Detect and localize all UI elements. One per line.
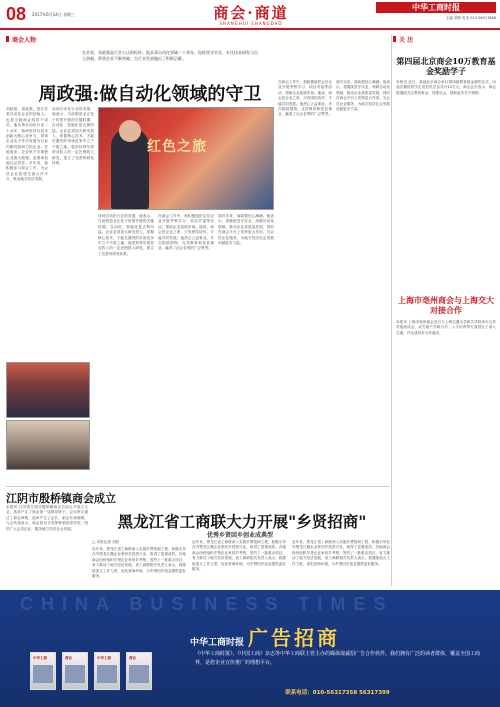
channel-title: 商会·商道 — [213, 4, 289, 22]
article-col-2: 谈到自动化行业的发展，他表示，当前制造业正处于转型升级的关键时期，自动化、智能化是大势所趋。企业必须加大研发投入，掌握核心技术，才能在激烈的市场竞争中立于不败之地。他坚持每年将营业收入的一定比例投入研发，建立了完善的研发体系。 — [52, 107, 94, 166]
banner-text: 《中华工商时报》、《中国工商》杂志等中华工商联主管主办的媒体现诚招广告合作伙伴。我们拥有广泛的读者群体，覆盖全国工商界，是您企业宣传推广的理想平台。 — [195, 651, 481, 666]
magazine-cover-4 — [126, 652, 152, 690]
page-header — [0, 0, 500, 30]
article-lead: 在业界，刘政强是行业公认的标杆。他从事自动化领域二十余年，始终坚守实业，专注技术研发与自主创新，带领企业不断突破，为行业发展做出了积极贡献。 — [82, 50, 258, 61]
event-photo-2 — [6, 420, 90, 470]
magazine-cover-1 — [30, 652, 56, 690]
main-headline[interactable]: 周政强:做自动化领域的守卫 — [38, 84, 262, 105]
magazine-image — [65, 665, 85, 683]
second-article-col-3: 近年来，黑龙江省工商联深入实施乡贤招商工程，积极引导在外黑龙江籍企业家回乡投资兴业，取得了显著成效。各地商会纷纷组织乡贤企业家回乡考察，签约了一批重点项目，有力推动了地方经济发展。省工商联相关负责人表示，将继续加大工作力度，优化营商环境，为乡贤回乡创业提供更好服务。 — [292, 540, 390, 566]
magazine-title: 商会 — [129, 656, 136, 660]
right-column — [393, 35, 497, 44]
article-col-3: 在商会工作中，他积极组织会员企业开展考察学习、项目对接等活动，帮助企业拓展市场。他说，商会是企业之家，只有团结协作，才能共同发展。他热心公益事业，多次捐款捐物，支持教育和扶贫事业，赢得了社会各界的广泛赞誉。 — [278, 80, 332, 117]
magazine-image — [33, 665, 53, 683]
second-subheadline: 优秀乡贤回乡创业成典型 — [206, 532, 273, 539]
second-article-col-2: 近年来，黑龙江省工商联深入实施乡贤招商工程，积极引导在外黑龙江籍企业家回乡投资兴业，取得了显著成效。各地商会纷纷组织乡贤企业家回乡考察，签约了一批重点项目，有力推动了地方经济发展。省工商联相关负责人表示，将继续加大工作力度，优化营商环境，为乡贤回乡创业提供更好服务。 — [192, 540, 286, 572]
section-label-right: 关 注 — [393, 35, 497, 44]
header-info: 主编 胡萍 电话 010-56317888 — [445, 16, 496, 20]
banner-title — [115, 622, 415, 651]
event-photo-1 — [6, 362, 90, 418]
article-col-7: 面对未来，周政强信心满满。他表示，将继续坚守实业，深耕自动化领域，推动企业高质量发展，同时在商会平台上发挥更大作用，为会员企业服务，为地方经济社会发展贡献更多力量。 — [218, 214, 274, 246]
feature-photo — [98, 107, 274, 210]
channel-subtitle: SHANGHUI·SHANGDAO — [219, 21, 283, 26]
right-headline[interactable]: 第四届北京商会10万教育基金奖励学子 — [396, 56, 496, 76]
magazine-title: 中华工商 — [33, 656, 47, 660]
left-bottom-article: 本报讯 江苏省江阴市殷桥镇商会日前召开成立大会，选举产生了商会第一届领导班子。会议审议通过了商会章程，选举产生了会长、副会长和理事。与会代表表示，商会将充分发挥桥梁纽带作用，团结广大会员企业，服务地方经济社会发展。 — [6, 505, 88, 531]
magazine-image — [97, 665, 117, 683]
magazine-cover-3 — [94, 652, 120, 690]
banner-watermark: CHINA BUSINESS TIMES — [20, 594, 394, 614]
issue-date: 2017年6月14日 星期三 — [32, 12, 76, 17]
magazine-title: 中华工商 — [97, 656, 111, 660]
second-byline: □ 本报记者 刘欣 — [92, 540, 120, 544]
banner-contact[interactable]: 联系电话：010-56317358 56317399 — [285, 690, 390, 696]
masthead-logo: 中华工商时报 — [376, 2, 496, 13]
ad-banner[interactable] — [0, 590, 500, 707]
second-article-col-1: 近年来，黑龙江省工商联深入实施乡贤招商工程，积极引导在外黑龙江籍企业家回乡投资兴业，取得了显著成效。各地商会纷纷组织乡贤企业家回乡考察，签约了一批重点项目，有力推动了地方经济发展。省工商联相关负责人表示，将继续加大工作力度，优化营商环境，为乡贤回乡创业提供更好服务。 — [92, 547, 186, 579]
photo-caption-text: 红色之旅 — [147, 139, 207, 155]
right-column-divider — [391, 34, 392, 586]
second-headline[interactable]: 黑龙江省工商联大力开展"乡贤招商" — [117, 512, 367, 531]
magazine-title: 商会 — [65, 656, 72, 660]
banner-title-prefix: 中华工商时报 — [189, 638, 244, 648]
section-label-left: 商会人物 — [6, 35, 36, 44]
article-col-1: 刘政强，周政强，是江苏某自动化企业的创始人，也是当地商会的骨干成员。他从事自动化行业二十余年，始终坚持以技术创新为核心竞争力，带领企业从小作坊发展为行业内颇具影响力的企业。在他看来，企业家不仅要把企业做大做强，更要承担起社会责任。多年来，他积极参与商会工作，为会员企业搭建交流合作平台，推动地方经济发展。 — [6, 107, 48, 182]
right-headline-2[interactable]: 上海市亳州商会与上海交大对接合作 — [398, 295, 494, 315]
banner-title-big: 广告招商 — [248, 626, 340, 650]
magazine-cover-2 — [62, 652, 88, 690]
article-col-5: 谈到自动化行业的发展，他表示，当前制造业正处于转型升级的关键时期，自动化、智能化是大势所趋。企业必须加大研发投入，掌握核心技术，才能在激烈的市场竞争中立于不败之地。他坚持每年将营业收入的一定比例投入研发，建立了完善的研发体系。 — [98, 214, 154, 256]
magazine-image — [129, 665, 149, 683]
page-number: 08 — [6, 4, 27, 24]
right-article-2: 本报讯 上海市亳州商会近日与上海交通大学相关学院举行合作对接座谈会，双方就产学研合作、人才培养等方面进行了深入交流，并达成初步合作意向。 — [396, 320, 496, 335]
right-article-1: 本报讯 近日，某地北京商会举行第四届教育基金颁奖仪式，向品学兼优的学生发放奖学金共计10万元。商会会长表示，商会将继续关注教育事业，回馈社会，帮助更多学子圆梦。 — [396, 80, 496, 95]
article-col-4: 面对未来，周政强信心满满。他表示，将继续坚守实业，深耕自动化领域，推动企业高质量发展，同时在商会平台上发挥更大作用，为会员企业服务，为地方经济社会发展贡献更多力量。 — [336, 80, 390, 112]
section-divider — [6, 486, 390, 487]
sub-headline-left[interactable]: 江阴市殷桥镇商会成立 — [6, 492, 116, 505]
photo-person-head — [119, 120, 141, 142]
article-col-6: 在商会工作中，他积极组织会员企业开展考察学习、项目对接等活动，帮助企业拓展市场。他说，商会是企业之家，只有团结协作，才能共同发展。他热心公益事业，多次捐款捐物，支持教育和扶贫事业，赢得了社会各界的广泛赞誉。 — [158, 214, 214, 251]
